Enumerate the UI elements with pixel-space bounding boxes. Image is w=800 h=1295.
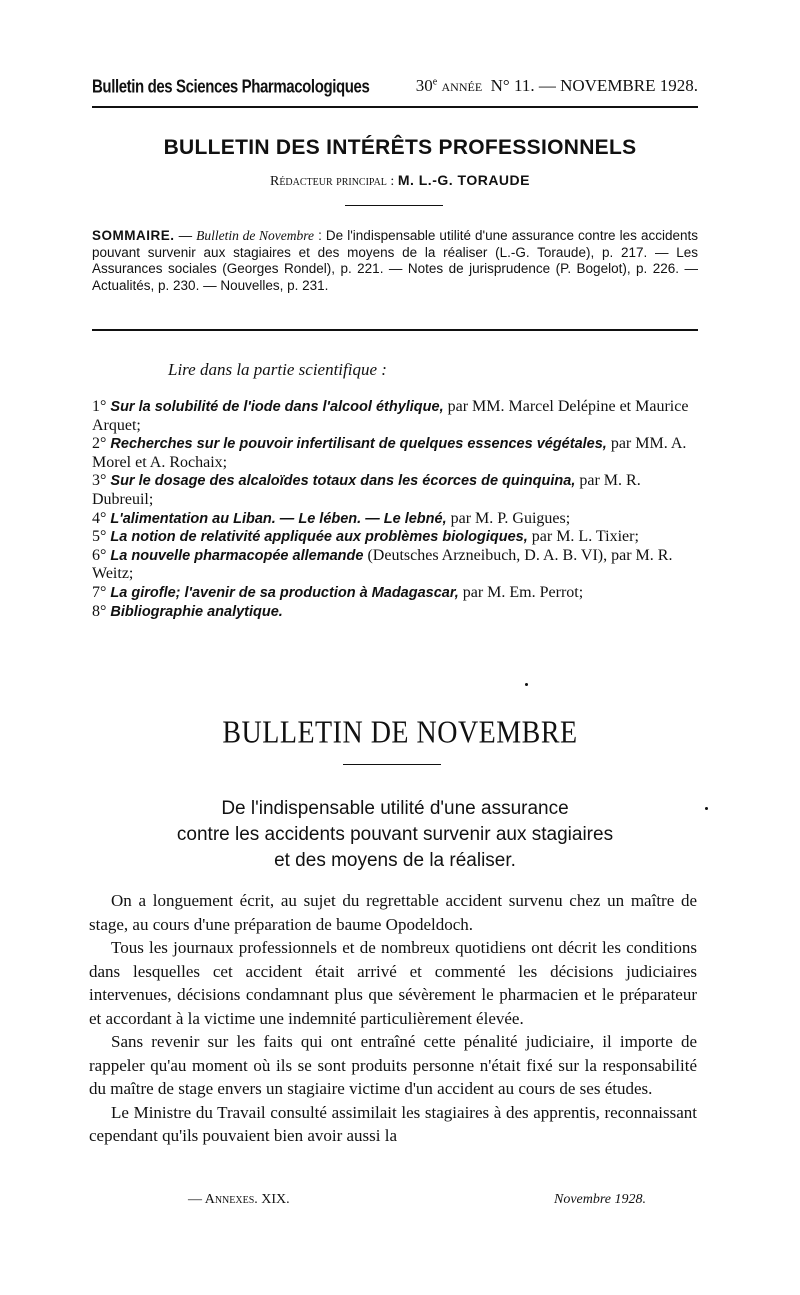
paragraph: Tous les journaux professionnels et de nombreux quotidiens ont décrit les conditions dans lesquelles cet accident était arrivé et commenté les décisions judiciaires intervenues, décisions condamnant plus que sévèrement le pharmacien et le préparateur et accordant à la victime une indemnité particulièrement élevée. <box>89 938 697 1028</box>
article-list <box>92 398 698 621</box>
footer-annexes: — Annexes. XIX. <box>188 1192 290 1207</box>
list-item <box>92 584 698 603</box>
item-title: Sur le dosage des alcaloïdes totaux dans les écorces de quinquina, <box>110 473 576 490</box>
item-number: 1° <box>92 398 107 415</box>
paragraph: On a longuement écrit, au sujet du regrettable accident survenu chez un maître de stage, au cours d'une préparation de baume Opodeldoch. <box>89 891 697 934</box>
item-authors: par M. Em. Perrot; <box>458 583 584 601</box>
paragraph: Le Ministre du Travail consulté assimilait les stagiaires à des apprentis, reconnaissant cependant qu'ils pouvaient bien avoir aussi la <box>89 1102 697 1145</box>
sommaire-lead: SOMMAIRE. <box>92 228 175 243</box>
item-number: 4° <box>92 509 107 527</box>
title-short-rule <box>345 205 443 206</box>
print-speck <box>705 807 708 810</box>
item-authors: par M. P. Guigues; <box>446 509 571 527</box>
item-number: 8° <box>92 602 107 620</box>
lire-heading: Lire dans la partie scientifique : <box>168 360 387 379</box>
item-title: La girofle; l'avenir de sa production à Madagascar, <box>110 584 459 601</box>
section-short-rule <box>343 764 441 765</box>
header-rule <box>92 106 698 108</box>
list-item <box>92 435 698 472</box>
item-number: 5° <box>92 528 107 546</box>
list-item <box>92 510 698 529</box>
sommaire-dash: — <box>174 228 197 243</box>
list-item <box>92 398 698 435</box>
list-item <box>92 547 698 584</box>
print-speck <box>525 683 528 686</box>
item-authors: par M. L. Tixier; <box>527 528 639 546</box>
sommaire-text: : De l'indispensable utilité d'une assurance contre les accidents pouvant survenir aux stagiaires et des moyens de la réaliser (L.-G. Toraude), p. 217. — Les Assurances sociales (Georges Rondel), p. 221. — Notes de jurisprudence (P. Bogelot), p. 226. — Actualités, p. 230. — Nouvelles, p. 231. <box>92 228 698 293</box>
item-number: 6° <box>92 546 107 564</box>
item-title: Bibliographie analytique. <box>110 603 283 620</box>
footer-date: Novembre 1928. <box>554 1192 647 1207</box>
redacteur-name: M. L.-G. TORAUDE <box>397 172 530 188</box>
item-number: 2° <box>92 435 107 453</box>
item-title: La notion de relativité appliquée aux problèmes biologiques, <box>110 529 528 546</box>
sommaire-bulletin: Bulletin de Novembre <box>196 228 315 243</box>
item-title: L'alimentation au Liban. — Le lében. — Le lebné, <box>110 510 447 527</box>
article-title-line: De l'indispensable utilité d'une assurance <box>221 798 569 819</box>
article-title-line: contre les accidents pouvant survenir aux stagiaires <box>176 824 614 845</box>
issue-number: N° 11. — NOVEMBRE 1928. <box>490 76 698 95</box>
sommaire <box>92 228 698 294</box>
list-item <box>92 603 698 622</box>
section-title: BULLETIN DE NOVEMBRE <box>222 715 578 751</box>
redacteur-line <box>0 172 800 190</box>
item-authors: (Deutsches Arzneibuch, D. A. B. VI), par M. R. Weitz; <box>92 546 673 583</box>
article-title <box>0 796 790 874</box>
item-authors: par MM. Marcel Delépine et Maurice Arquet; <box>92 398 689 434</box>
item-authors: par M. R. Dubreuil; <box>92 472 641 508</box>
article-body <box>89 889 697 1148</box>
list-item <box>92 472 698 509</box>
item-authors: par MM. A. Morel et A. Rochaix; <box>92 435 687 471</box>
item-title: La nouvelle pharmacopée allemande <box>110 547 364 564</box>
list-item <box>92 528 698 547</box>
item-number: 3° <box>92 472 107 490</box>
journal-name: Bulletin des Sciences Pharmacologiques <box>92 76 370 98</box>
issue-annee: année <box>441 76 483 95</box>
issue-info <box>416 76 698 96</box>
paragraph: Sans revenir sur les faits qui ont entraîné cette pénalité judiciaire, il importe de rappeler qu'au moment où ils se sont produits personne n'était fixé sur la responsabilité du maître de stage envers un stagiaire victime d'un accident au cours de ses études. <box>89 1032 697 1098</box>
article-title-line: et des moyens de la réaliser. <box>274 850 516 871</box>
sommaire-rule <box>92 329 698 331</box>
bulletin-title: BULLETIN DES INTÉRÊTS PROFESSIONNELS <box>163 136 637 159</box>
item-number: 7° <box>92 583 107 601</box>
issue-year-sup: e <box>432 76 438 88</box>
redacteur-label: Rédacteur principal : <box>269 174 395 189</box>
issue-year: 30 <box>415 76 433 95</box>
item-title: Recherches sur le pouvoir infertilisant de quelques essences végétales, <box>110 436 607 453</box>
running-head <box>92 76 698 100</box>
item-title: Sur la solubilité de l'iode dans l'alcool éthylique, <box>110 399 444 415</box>
